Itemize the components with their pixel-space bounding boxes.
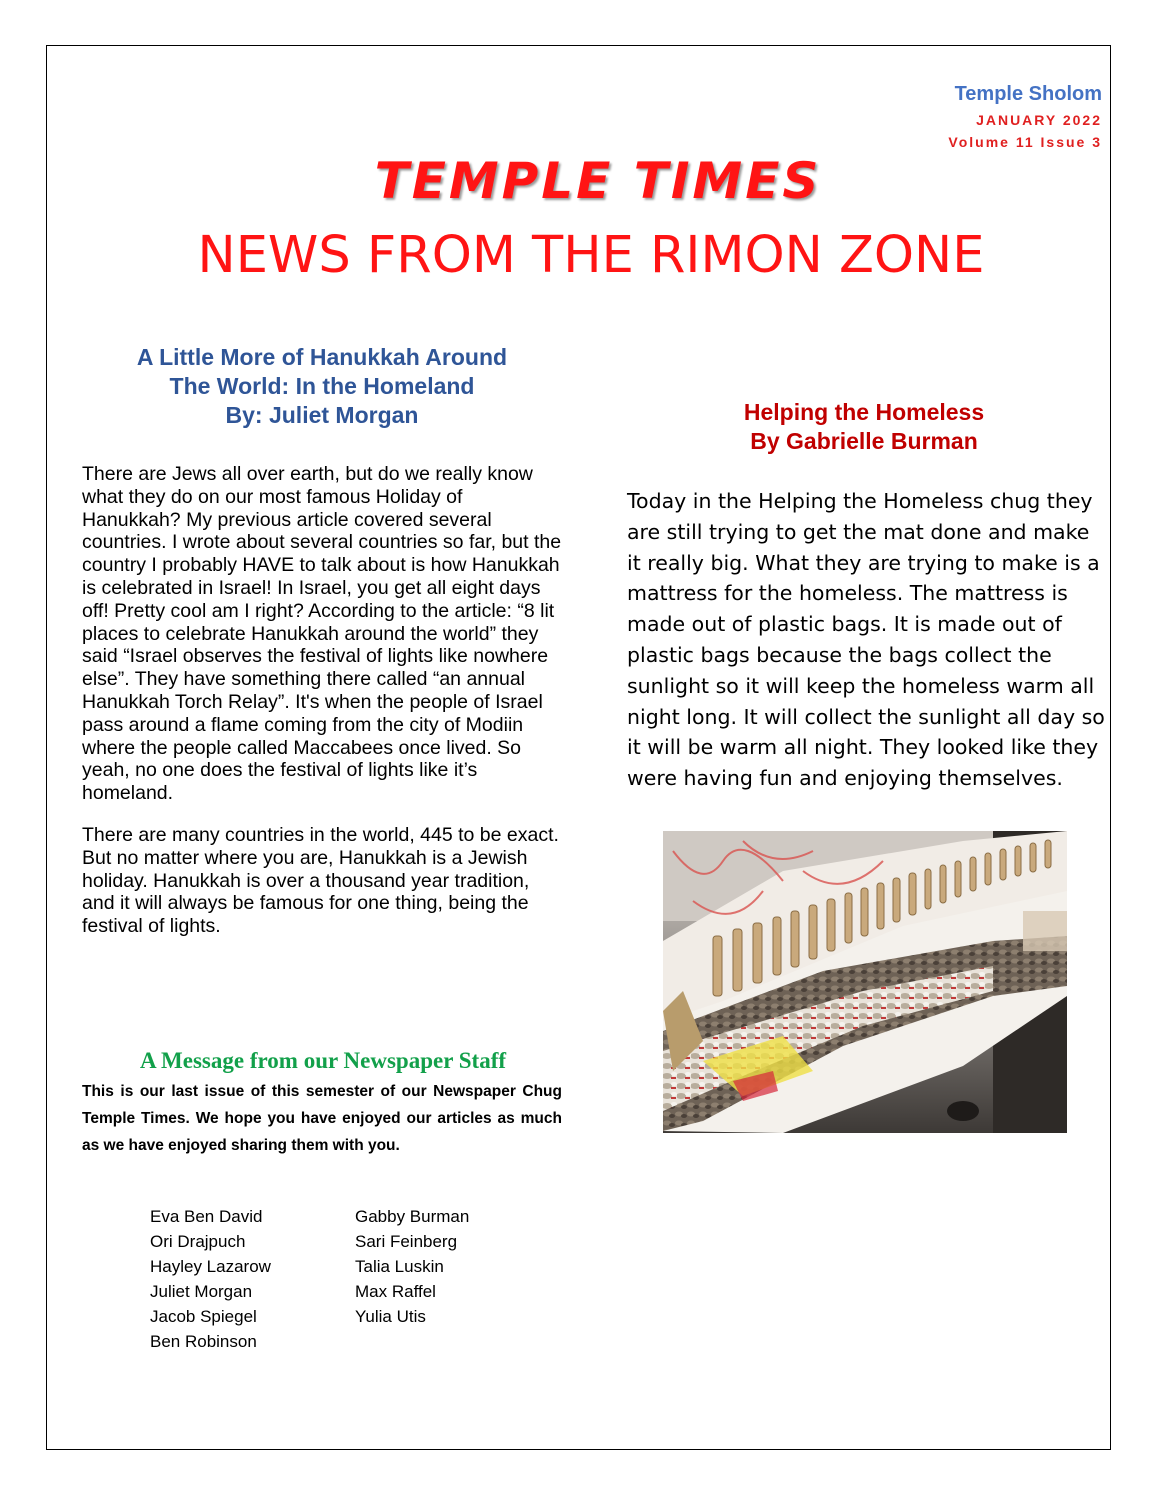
staff-name: Talia Luskin	[355, 1257, 444, 1276]
staff-name: Ben Robinson	[150, 1332, 257, 1351]
left-article-heading-line1: A Little More of Hanukkah Around	[136, 344, 508, 370]
left-article-heading	[82, 343, 562, 430]
issue-volume: Volume 11 Issue 3	[948, 134, 1102, 150]
left-article-paragraph-2: There are many countries in the world, 445 to be exact. But no matter where you are, Hanukkah is a Jewish holiday. Hanukkah is over a thousand year tradition, and it will always be famous for one thing, being the festival of lights.	[82, 823, 559, 938]
staff-name: Hayley Lazarow	[150, 1257, 271, 1276]
plastic-bag-mat-photo	[663, 831, 1067, 1133]
staff-names-column-1	[150, 1204, 340, 1354]
staff-name: Sari Feinberg	[355, 1232, 458, 1251]
staff-name: Juliet Morgan	[150, 1282, 253, 1301]
staff-name: Jacob Spiegel	[150, 1307, 257, 1326]
left-article-heading-line2: The World: In the Homeland	[169, 373, 475, 399]
left-article-byline: By: Juliet Morgan	[225, 402, 419, 428]
right-article-heading	[614, 398, 1114, 456]
newsletter-title: TEMPLE TIMES	[374, 152, 822, 210]
newsletter-subtitle: NEWS FROM THE RIMON ZONE	[197, 226, 985, 285]
staff-message-heading: A Message from our Newspaper Staff	[139, 1048, 507, 1073]
staff-message-body: This is our last issue of this semester of our Newspaper Chug Temple Times. We hope you have enjoyed our articles as much as we have enjoyed sharing them with you.	[82, 1083, 562, 1154]
staff-name: Max Raffel	[355, 1282, 436, 1301]
left-article-body	[82, 463, 564, 957]
staff-name: Gabby Burman	[355, 1207, 470, 1226]
right-article-title: Helping the Homeless	[743, 399, 985, 425]
issue-date: JANUARY 2022	[976, 112, 1102, 128]
staff-names-column-2	[355, 1204, 545, 1329]
right-article-byline: By Gabrielle Burman	[750, 428, 978, 454]
staff-name: Ori Drajpuch	[150, 1232, 246, 1251]
staff-name: Eva Ben David	[150, 1207, 263, 1226]
organization-name: Temple Sholom	[954, 83, 1102, 105]
left-article-paragraph-1: There are Jews all over earth, but do we really know what they do on our most famous Holiday of Hanukkah? My previous article covered several countries. I wrote about several countries so far, but the country I probably HAVE to talk about is how Hanukkah is celebrated in Israel! In Israel, you get all eight days off! Pretty cool am I right? According to the article: “8 lit places to celebrate Hanukkah around the world” they said “Israel observes the festival of lights like nowhere else”. They have something there called “an annual Hanukkah Torch Relay”. It's when the people of Israel pass around a flame coming from the city of Modiin where the people called Maccabees once lived. So yeah, no one does the festival of lights like it’s homeland.	[82, 463, 562, 805]
right-article-body: Today in the Helping the Homeless chug they are still trying to get the mat done and make it really big. What they are trying to make is a mattress for the homeless. The mattress is made out of plastic bags. It is made out of plastic bags because the bags collect the sunlight so it will keep the homeless warm all night long. It will collect the sunlight all day so it will be warm all night. They looked like they were having fun and enjoying themselves.	[627, 489, 1105, 791]
staff-name: Yulia Utis	[355, 1307, 426, 1326]
